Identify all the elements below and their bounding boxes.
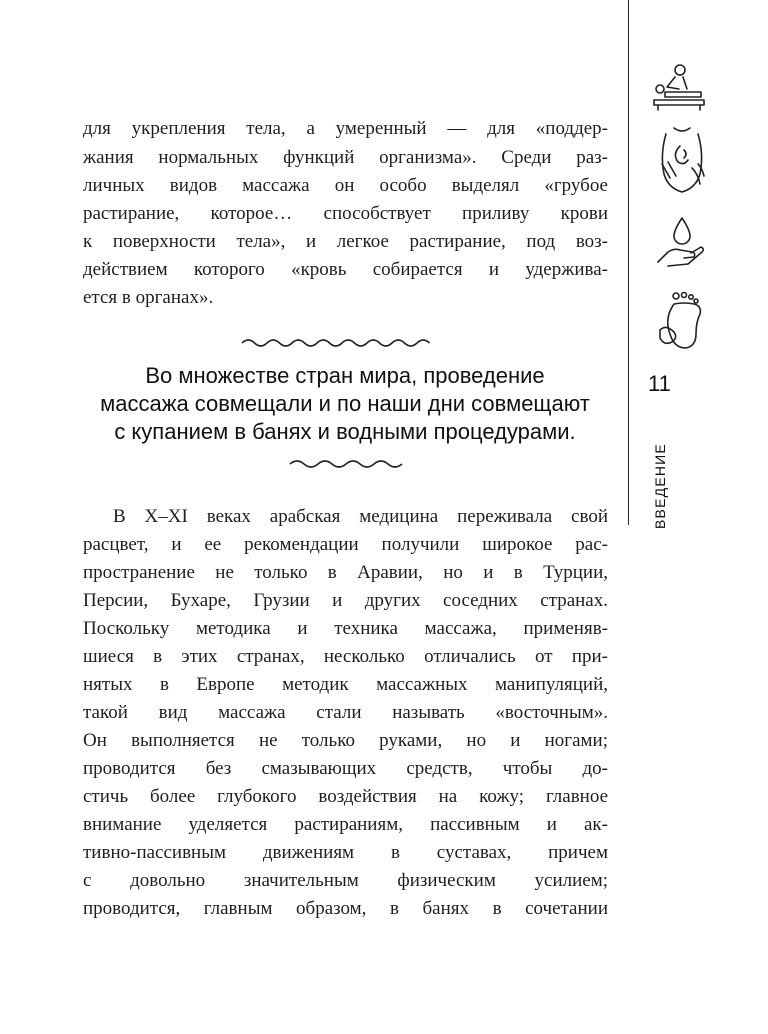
text-line: внимание уделяется растираниям, пассивным и ак- <box>83 814 608 835</box>
text-line: Поскольку методика и техника массажа, применяв- <box>83 618 608 639</box>
text-line: проводится без смазывающих средств, чтобы до- <box>83 758 608 779</box>
foot-massage-icon <box>654 290 710 354</box>
text-line: действием которого «кровь собирается и удержива- <box>83 259 608 280</box>
page-number: 11 <box>648 371 671 396</box>
hand-drop-icon <box>654 214 710 274</box>
text-line: Персии, Бухаре, Грузии и других соседних странах. <box>83 590 608 611</box>
text-line: В X–XI веках арабская медицина переживала свой <box>113 506 608 527</box>
quote-line: с купанием в банях и водными процедурами. <box>114 419 576 444</box>
text-line: к поверхности тела», и легкое растирание, под воз- <box>83 231 608 252</box>
massage-table-icon <box>648 62 708 112</box>
text-line: нятых в Европе методик массажных манипуляций, <box>83 674 608 695</box>
margin-rule <box>628 0 629 525</box>
section-label: ВВЕДЕНИЕ <box>652 443 668 529</box>
text-line: ется в органах». <box>83 287 214 308</box>
text-line: тивно-пассивным движениям в суставах, причем <box>83 842 608 863</box>
text-line: проводится, главным образом, в банях в сочетании <box>83 898 608 919</box>
text-line: шиеся в этих странах, несколько отличались от при- <box>83 646 608 667</box>
text-line: пространение не только в Аравии, но и в Турции, <box>83 562 608 583</box>
back-massage-icon <box>656 124 708 196</box>
text-line: такой вид массажа стали называть «восточным». <box>83 702 608 723</box>
text-line: Он выполняется не только руками, но и ногами; <box>83 730 608 751</box>
text-line: с довольно значительным физическим усилием; <box>83 870 608 891</box>
quote-line: массажа совмещали и по наши дни совмещают <box>100 391 590 416</box>
quote-line: Во множестве стран мира, проведение <box>145 363 545 388</box>
wavy-divider-bottom <box>288 457 404 471</box>
text-line: стичь более глубокого воздействия на кожу; главное <box>83 786 608 807</box>
wavy-divider-top <box>240 336 440 350</box>
text-line: расцвет, и ее рекомендации получили широкое рас- <box>83 534 608 555</box>
text-line: растирание, которое… способствует приливу крови <box>83 203 608 224</box>
text-line: личных видов массажа он особо выделял «грубое <box>83 175 608 196</box>
text-line: жания нормальных функций организма». Среди раз- <box>83 147 608 168</box>
text-line: для укрепления тела, а умеренный — для «поддер- <box>83 118 608 139</box>
